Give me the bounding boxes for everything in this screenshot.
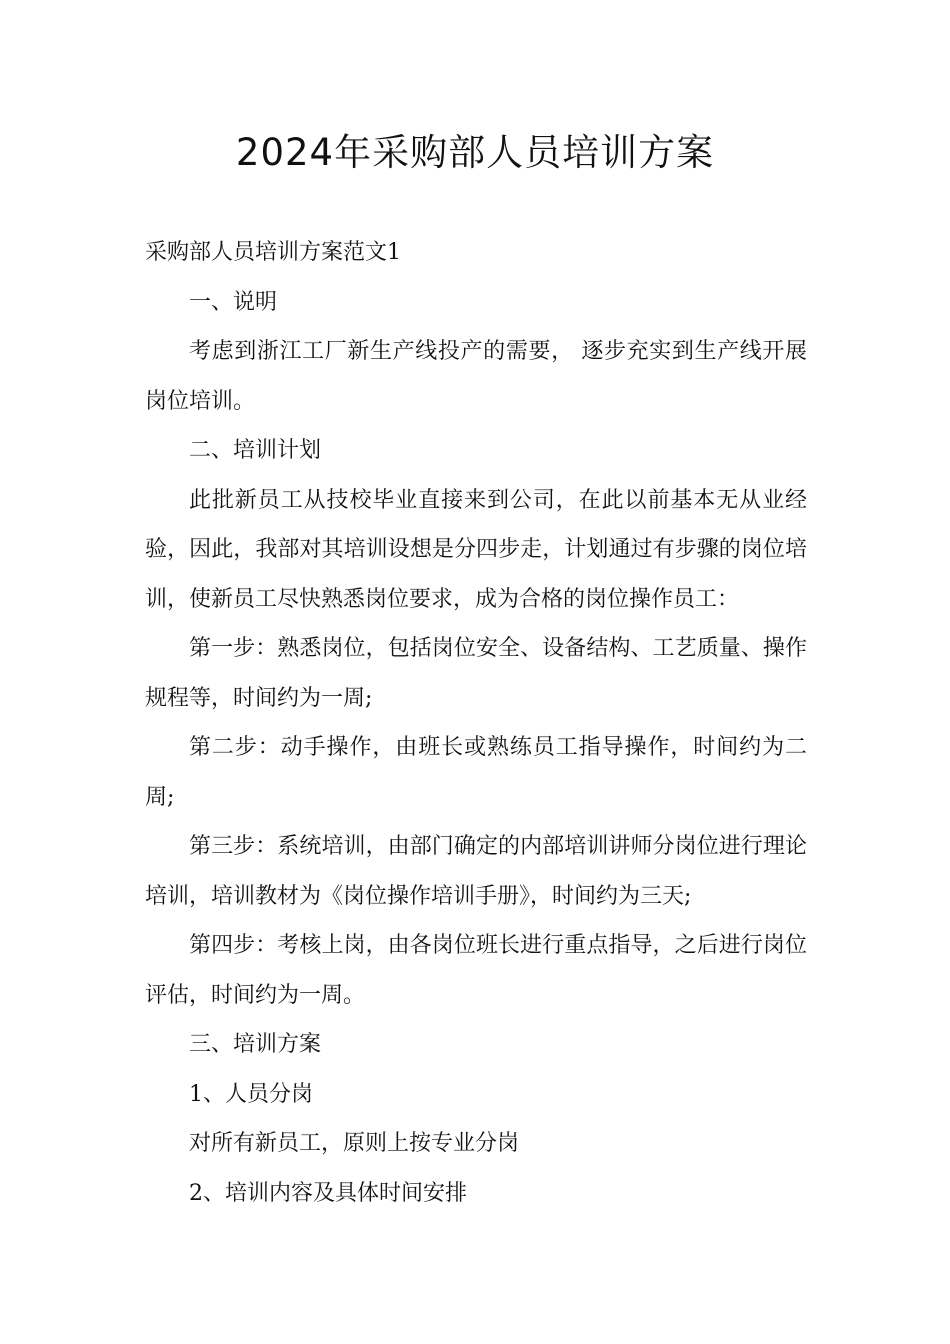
- section-heading-training-scheme: 三、培训方案: [189, 1032, 322, 1057]
- paragraph-step-one: 第一步：熟悉岗位，包括岗位安全、设备结构、工艺质量、操作规程等，时间约为一周;: [145, 636, 807, 711]
- document-title: 2024年采购部人员培训方案: [235, 131, 715, 174]
- paragraph-staff-assignment: 对所有新员工，原则上按专业分岗: [189, 1131, 520, 1156]
- paragraph-step-three: 第三步：系统培训，由部门确定的内部培训讲师分岗位进行理论培训，培训教材为《岗位操作培训手册》，时间约为三天;: [145, 834, 807, 909]
- paragraph-subtitle: 采购部人员培训方案范文1: [145, 240, 401, 265]
- paragraph-step-two: 第二步：动手操作，由班长或熟练员工指导操作，时间约为二周;: [145, 735, 807, 810]
- section-heading-description: 一、说明: [189, 289, 278, 315]
- section-heading-training-plan: 二、培训计划: [189, 438, 322, 463]
- paragraph-step-four: 第四步：考核上岗，由各岗位班长进行重点指导，之后进行岗位评估，时间约为一周。: [145, 933, 807, 1008]
- paragraph-description: 考虑到浙江工厂新生产线投产的需要， 逐步充实到生产线开展岗位培训。: [145, 339, 807, 414]
- subheading-training-content: 2、培训内容及具体时间安排: [189, 1180, 467, 1206]
- paragraph-training-plan: 此批新员工从技校毕业直接来到公司，在此以前基本无从业经验，因此，我部对其培训设想是分四步走，计划通过有步骤的岗位培训，使新员工尽快熟悉岗位要求，成为合格的岗位操作员工：: [145, 487, 807, 612]
- subheading-staff-assignment: 1、人员分岗: [189, 1081, 313, 1107]
- document-body: [145, 228, 807, 1218]
